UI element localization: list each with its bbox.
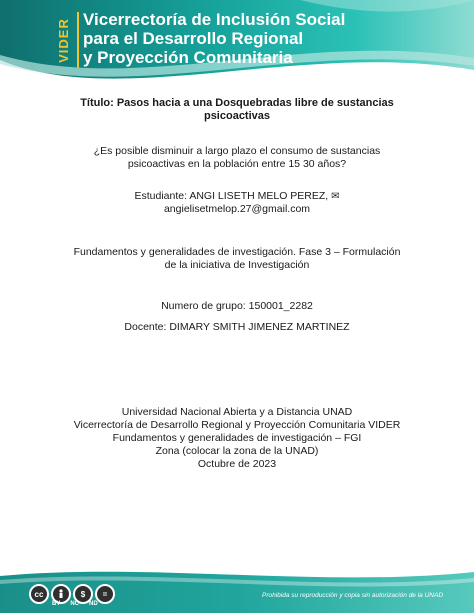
title-line: psicoactivas <box>203 110 271 122</box>
license-labels <box>52 601 98 607</box>
course-line: de la iniciativa de Investigación <box>164 259 310 271</box>
institution-line: Vicerrectoría de Desarrollo Regional y Proyección Comunitaria VIDER <box>73 419 401 431</box>
license-label-nd: ND <box>89 601 98 607</box>
envelope-icon: ✉ <box>331 191 340 202</box>
person-icon <box>57 589 65 599</box>
group-line: Numero de grupo: 150001_2282 <box>161 300 313 312</box>
student-line <box>55 190 419 203</box>
cc-icon: cc <box>29 584 49 604</box>
course-info <box>55 246 419 272</box>
header-title-line: Vicerrectoría de Inclusión Social <box>83 10 346 29</box>
license-label-nc: NC <box>70 601 80 607</box>
title-line: Título: Pasos hacia a una Dosquebradas libre de sustancias <box>80 97 394 109</box>
copyright-notice: Prohibida su reproducción y copia sin autorización de la UNAD <box>262 592 444 599</box>
logo-divider <box>77 12 79 68</box>
teacher-info <box>55 321 419 334</box>
research-question <box>55 145 419 171</box>
vider-logo <box>52 10 74 70</box>
institution-line: Zona (colocar la zona de la UNAD) <box>155 445 319 457</box>
institution-info <box>55 406 419 471</box>
teacher-line: Docente: DIMARY SMITH JIMENEZ MARTINEZ <box>124 321 350 333</box>
institution-line: Fundamentos y generalidades de investigación – FGI <box>112 432 362 444</box>
question-line: psicoactivas en la población entre 15 30 años? <box>127 158 347 170</box>
document-title <box>55 97 419 123</box>
institution-line: Universidad Nacional Abierta y a Distancia UNAD <box>121 406 353 418</box>
header-banner <box>0 0 474 86</box>
nc-icon: $ <box>73 584 93 604</box>
student-email[interactable]: angielisetmelop.27@gmail.com <box>163 203 311 215</box>
student-info <box>55 190 419 216</box>
question-line: ¿Es posible disminuir a largo plazo el consumo de sustancias <box>93 145 381 157</box>
header-title-line: y Proyección Comunitaria <box>83 48 293 67</box>
course-line: Fundamentos y generalidades de investigación. Fase 3 – Formulación <box>73 246 401 258</box>
group-number <box>55 300 419 313</box>
nd-icon: = <box>95 584 115 604</box>
vider-logo-text: VIDER <box>55 17 71 63</box>
student-name: Estudiante: ANGI LISETH MELO PEREZ, <box>134 190 329 202</box>
license-label-by: BY <box>52 601 61 607</box>
header-title <box>83 10 413 67</box>
header-title-line: para el Desarrollo Regional <box>83 29 304 48</box>
institution-line: Octubre de 2023 <box>197 458 277 470</box>
